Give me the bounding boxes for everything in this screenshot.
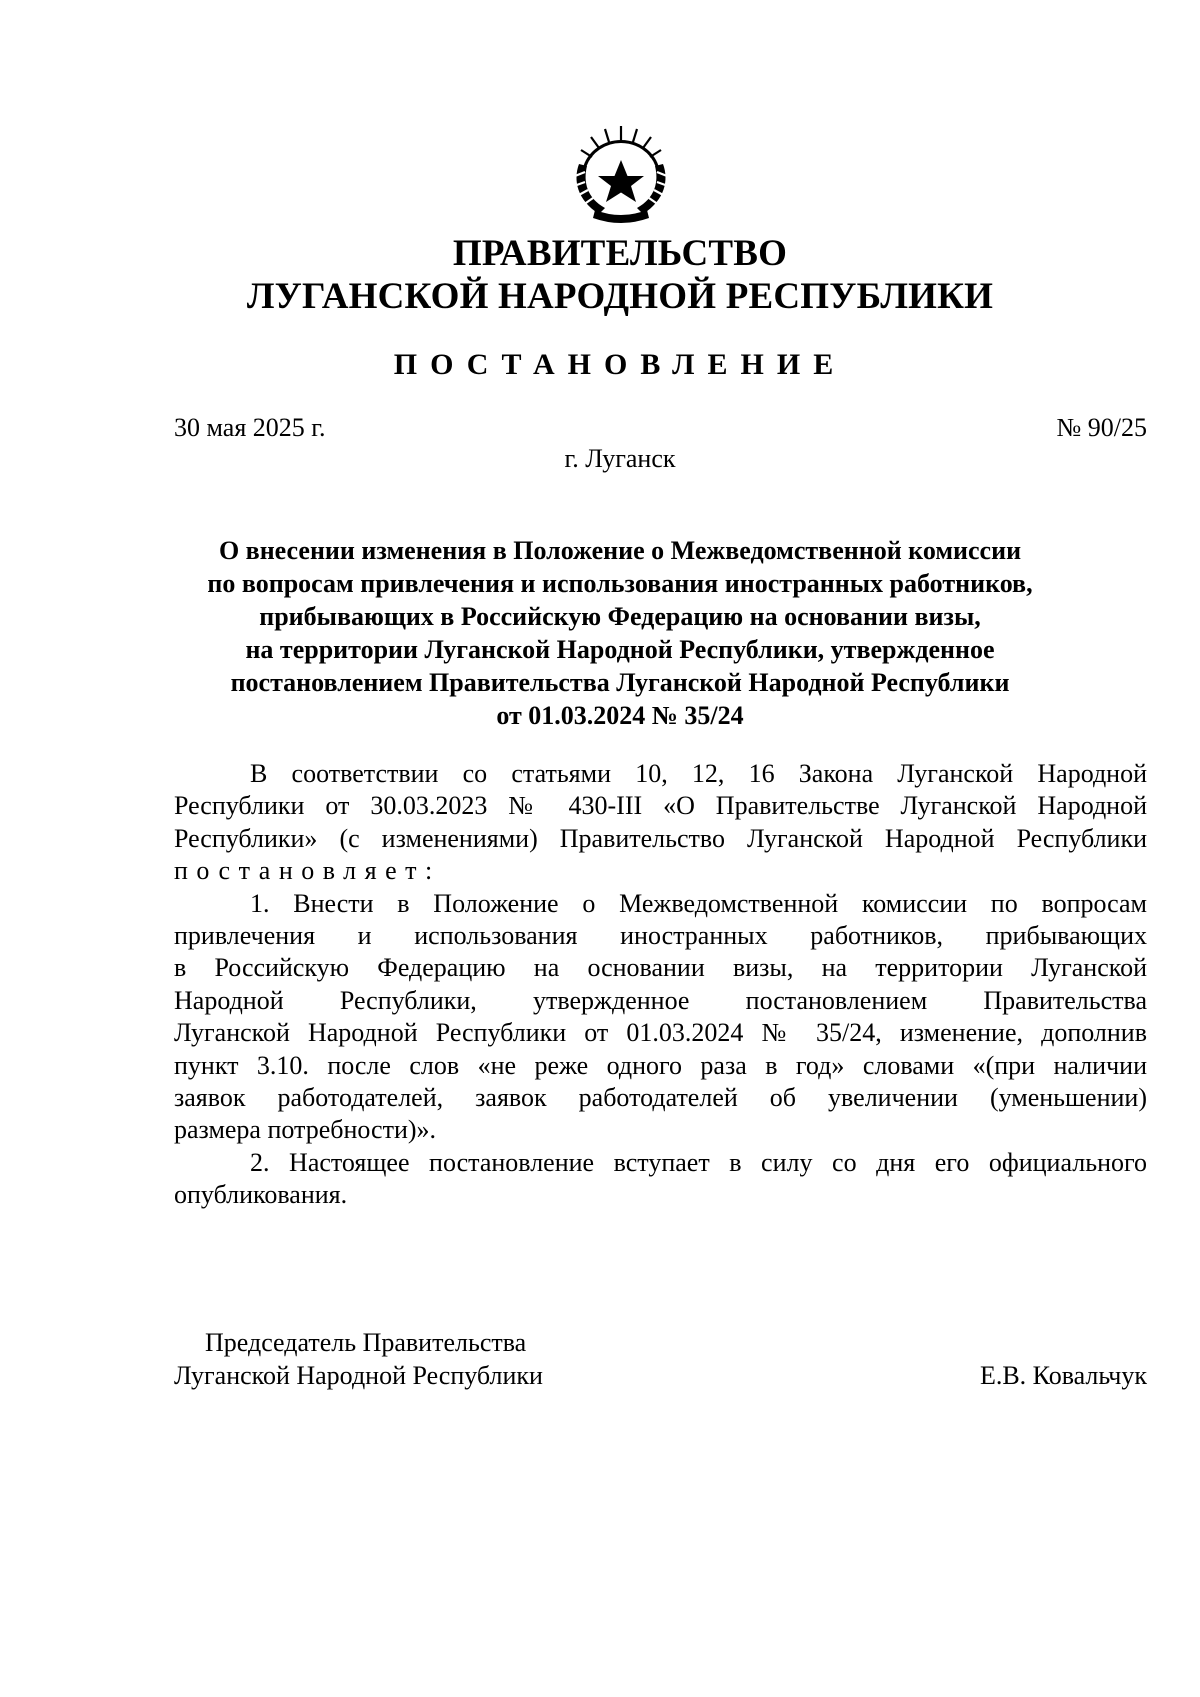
body-line-resolves: постановляет: — [174, 856, 441, 886]
body-line: пункт 3.10. после слов «не реже одного раза в год» словами «(при наличии — [174, 1050, 1147, 1080]
document-title — [160, 534, 1080, 732]
body-line: Народной Республики, утвержденное постановлением Правительства — [174, 985, 1147, 1015]
document-date: 30 мая 2025 г. — [174, 413, 326, 442]
signatory-title-line1: Председатель Правительства — [205, 1328, 527, 1357]
title-line: от 01.03.2024 № 35/24 — [496, 701, 744, 730]
document-body — [174, 758, 1147, 1211]
body-line: 1. Внести в Положение о Межведомственной комиссии по вопросам — [250, 888, 1147, 918]
coat-of-arms-emblem — [565, 120, 677, 224]
title-line: постановлением Правительства Луганской Народной Республики — [230, 668, 1010, 697]
signatory-name: Е.В. Ковальчук — [979, 1361, 1147, 1390]
org-name-line2: ЛУГАНСКОЙ НАРОДНОЙ РЕСПУБЛИКИ — [246, 276, 994, 317]
document-number: № 90/25 — [1056, 413, 1147, 442]
title-line: О внесении изменения в Положение о Межведомственной комиссии — [218, 536, 1022, 565]
signatory-title-line2: Луганской Народной Республики — [174, 1361, 543, 1390]
document-type-heading: ПОСТАНОВЛЕНИЕ — [393, 348, 847, 381]
body-line: Луганской Народной Республики от 01.03.2024 № 35/24, изменение, дополнив — [174, 1018, 1147, 1048]
body-line: опубликования. — [174, 1180, 348, 1210]
title-line: на территории Луганской Народной Республики, утвержденное — [245, 635, 995, 664]
emblem-icon — [565, 120, 677, 224]
body-line: 2. Настоящее постановление вступает в силу со дня его официального — [250, 1147, 1147, 1177]
body-line: в Российскую Федерацию на основании визы, на территории Луганской — [174, 953, 1147, 983]
body-line: размера потребности)». — [174, 1115, 437, 1145]
title-line: прибывающих в Российскую Федерацию на основании визы, — [259, 602, 981, 631]
body-line: заявок работодателей, заявок работодателей об увеличении (уменьшении) — [174, 1082, 1147, 1112]
document-city: г. Луганск — [564, 444, 676, 473]
org-name-line1: ПРАВИТЕЛЬСТВО — [452, 233, 788, 274]
body-line: Республики от 30.03.2023 № 430-III «О Правительстве Луганской Народной — [174, 791, 1147, 821]
title-line: по вопросам привлечения и использования иностранных работников, — [207, 569, 1033, 598]
body-line: привлечения и использования иностранных работников, прибывающих — [174, 920, 1147, 950]
body-line: Республики» (с изменениями) Правительство Луганской Народной Республики — [174, 823, 1147, 853]
body-line: В соответствии со статьями 10, 12, 16 Закона Луганской Народной — [250, 759, 1147, 788]
